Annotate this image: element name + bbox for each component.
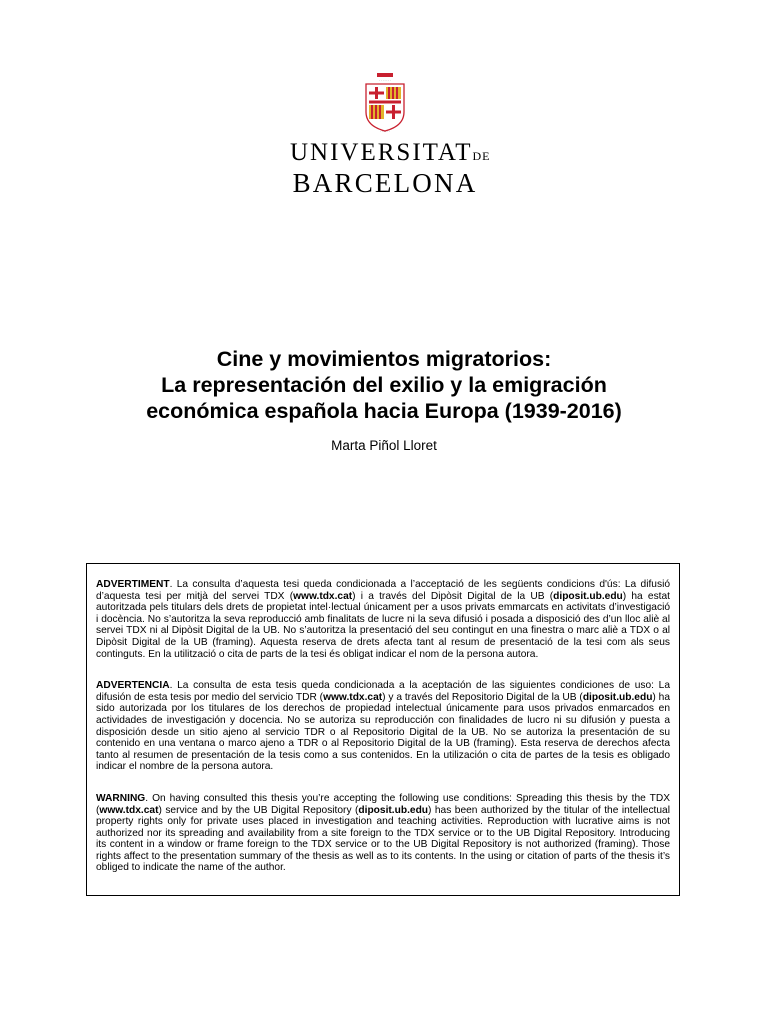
notice-spanish-text-1: . La consulta de esta tesis queda condicionada a la aceptación de las siguientes condiciones de uso: La difusión de esta tesis por medio del servicio TDR ( xyxy=(96,680,670,703)
notice-catalan xyxy=(96,579,670,660)
notice-spanish-heading: ADVERTENCIA xyxy=(96,680,170,692)
notice-spanish-link-diposit[interactable]: diposit.ub.edu xyxy=(582,691,653,703)
ub-seal-icon xyxy=(360,72,410,134)
notice-english-text-3: ) has been authorized by the titular of the intellectual property rights only for private uses placed in investigation and teaching activities. Reproduction with lucrative aims is not authorized nor its spreading and availability from a site foreign to the TDX service or to the UB Digital Repository. Introducing its content in a window or frame foreign to the TDX service or to the UB Digital Repository is not authorized (framing). Those rights affect to the presentation summary of the thesis as well as to its contents. In the using or citation of parts of the thesis it’s obliged to indicate the name of the author. xyxy=(96,804,670,874)
usage-notice-box xyxy=(86,563,680,896)
notice-english-text-1: . On having consulted this thesis you’re accepting the following use conditions: Spreading this thesis by the TDX ( xyxy=(96,792,670,816)
notice-catalan-text-3: ) ha estat autoritzada pels titulars dels drets de propietat intel·lectual únicament per a usos privats emmarcats en activitats d’investigació i docència. No s’autoritza la seva reproducció amb finalitats de lucre ni la seva difusió i posada a disposició des d’un lloc aliè al servei TDX ni al Dipòsit Digital de la UB. No s’autoritza la presentació del seu contingut en una finestra o marc aliè a TDX o al Dipòsit Digital de la UB (framing). Aquesta reserva de drets afecta tant al resum de presentació de la tesi com als seus continguts. En la utilització o cita de parts de la tesi és obligat indicar el nom de la persona autora. xyxy=(96,590,670,660)
notice-catalan-link-tdx[interactable]: www.tdx.cat xyxy=(293,590,353,602)
logo-city-word: BARCELONA xyxy=(292,168,478,198)
notice-spanish-link-tdx[interactable]: www.tdx.cat xyxy=(323,691,383,703)
notice-english-link-diposit[interactable]: diposit.ub.edu xyxy=(358,804,429,816)
logo-university-word xyxy=(290,139,491,169)
notice-english-heading: WARNING xyxy=(96,792,146,804)
notice-spanish-text-3: ) ha sido autorizada por los titulares de los derechos de propiedad intelectual únicamente para usos privados enmarcados en actividades de investigación y docencia. No se autoriza su reproducción con finalidades de lucro ni su difusión y puesta a disposición desde un sitio ajeno al servicio TDR o al Repositorio Digital de la UB. No se autoriza la presentación de su contenido en una ventana o marco ajeno a TDR o al Repositorio Digital de la UB (framing). Esta reserva de derechos afecta tanto al resumen de presentación de la tesis como a sus contenidos. En la utilización o cita de partes de la tesis es obligado indicar el nombre de la persona autora. xyxy=(96,691,670,773)
title-line-1: Cine y movimientos migratorios: xyxy=(216,347,552,371)
notice-catalan-text-1: . La consulta d’aquesta tesi queda condicionada a l’acceptació de les següents condicions d'ús: La difusió d’aquesta tesi per mitjà del servei TDX ( xyxy=(96,579,670,602)
notice-catalan-heading: ADVERTIMENT xyxy=(96,579,170,590)
notice-english xyxy=(96,793,670,874)
logo-university-text: UNIVERSITAT xyxy=(290,139,473,166)
thesis-title xyxy=(0,346,768,424)
notice-english-link-tdx[interactable]: www.tdx.cat xyxy=(99,804,159,816)
notice-catalan-link-diposit[interactable]: diposit.ub.edu xyxy=(553,590,623,602)
notice-catalan-text-2: ) i a través del Dipòsit Digital de la UB ( xyxy=(352,590,554,602)
notice-spanish xyxy=(96,680,670,773)
title-line-3: económica española hacia Europa (1939-2016) xyxy=(146,399,622,423)
notice-english-text-2: ) service and by the UB Digital Repository ( xyxy=(158,804,359,816)
svg-text:· · · · · ·: · · · · · · xyxy=(380,130,390,134)
title-line-2: La representación del exilio y la emigración xyxy=(161,373,607,397)
svg-text:· · · · · · ·: · · · · · · · xyxy=(378,79,392,83)
notice-spanish-text-2: ) y a través del Repositorio Digital de la UB ( xyxy=(382,691,583,703)
author-name: Marta Piñol Lloret xyxy=(331,438,437,453)
logo-de-text: DE xyxy=(472,149,491,163)
university-logo xyxy=(290,72,491,198)
